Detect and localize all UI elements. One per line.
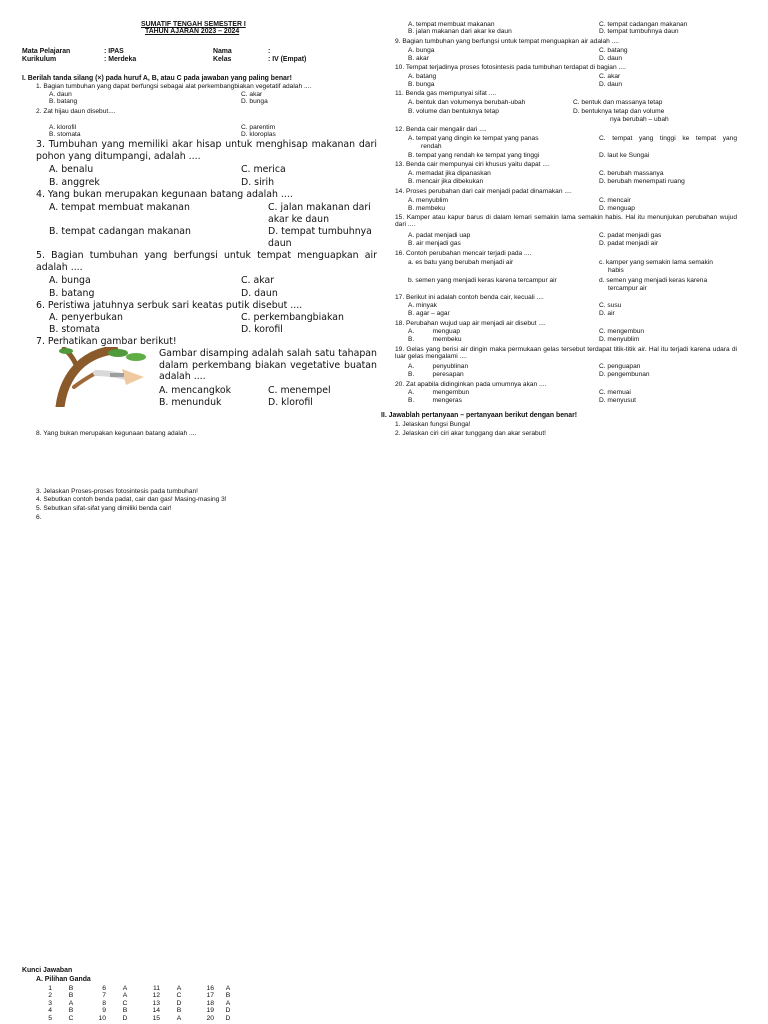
q2-text: 2. Zat hijau daun disebut.... bbox=[36, 108, 116, 115]
answer-key-number: 14 bbox=[152, 1007, 160, 1015]
q16-option-d: d. semen yang menjadi keras karena bbox=[599, 277, 708, 284]
q15-option-c: C. padat menjadi gas bbox=[599, 232, 662, 239]
answer-key-number: 1 bbox=[48, 985, 52, 992]
answer-key-number: 9 bbox=[102, 1007, 106, 1015]
essay-q4: 4. Sebutkan contoh benda padat, cair dan gas! Masing-masing 3! bbox=[36, 496, 227, 503]
q16-text: 16. Contoh perubahan mencair terjadi pada .... bbox=[395, 250, 532, 257]
answer-key-letter: A bbox=[176, 1014, 182, 1022]
q20-option-c: C. memuai bbox=[599, 389, 631, 396]
answer-key-number: 8 bbox=[102, 999, 106, 1007]
q19-option-c: C. penguapan bbox=[599, 363, 641, 370]
answer-key-letter: D bbox=[176, 999, 182, 1007]
answer-key-number: 6 bbox=[102, 985, 106, 992]
answer-key-letter: D bbox=[225, 1014, 231, 1022]
kelas-label: Kelas bbox=[213, 56, 232, 63]
q19-text: 19. Gelas yang berisi air dingin maka permukaan gelas tersebut terdapat titik-titik air. Hal itu terjadi karena udara di luar gelas mengalami .... bbox=[395, 346, 737, 361]
answer-key-number: 17 bbox=[206, 992, 214, 1000]
answer-key-number: 5 bbox=[48, 1014, 52, 1022]
q16-option-b: b. semen yang menjadi keras karena tercampur air bbox=[408, 277, 557, 284]
q16-option-a: a. es batu yang berubah menjadi air bbox=[408, 259, 514, 266]
answer-key-letter: B bbox=[68, 1007, 74, 1015]
essay-q2: 2. Jelaskan ciri ciri akar tunggang dan akar serabut! bbox=[395, 430, 547, 437]
q3-text: 3. Tumbuhan yang memiliki akar hisap untuk menghisap makanan dari pohon yang ditumpangi, adalah .... bbox=[36, 139, 377, 162]
q9-option-d: D. daun bbox=[599, 55, 623, 62]
q9-option-b: B. akar bbox=[408, 55, 429, 62]
answer-key-letter: B bbox=[68, 985, 74, 992]
q4-option-b: B. tempat cadangan makanan bbox=[49, 226, 191, 237]
answer-key-number: 3 bbox=[48, 999, 52, 1007]
answer-key-number: 10 bbox=[98, 1014, 106, 1022]
q1-option-c: C. akar bbox=[241, 91, 263, 98]
q14-option-a: A. menyublim bbox=[408, 197, 448, 204]
answer-key-number: 13 bbox=[152, 999, 160, 1007]
q8-option-c: C. tempat cadangan makanan bbox=[599, 21, 688, 28]
q4-option-a: A. tempat membuat makanan bbox=[49, 202, 190, 213]
q10-option-d: D. daun bbox=[599, 81, 623, 88]
answer-key-letter: A bbox=[122, 992, 128, 1000]
q5-option-c: C. akar bbox=[241, 275, 275, 286]
q8-option-a: A. tempat membuat makanan bbox=[408, 21, 495, 28]
q1-text: 1. Bagian tumbuhan yang dapat berfungsi sebagai alat perkembangbiakan vegetatif adalah .... bbox=[36, 83, 312, 90]
q15-text: 15. Kamper atau kapur barus di dalam lemari semakin lama semakin habis. Hal itu menunjukan perubahan wujud dari .... bbox=[395, 214, 737, 229]
q19-option-a: A. penyublinan bbox=[408, 363, 469, 370]
nama-value: : bbox=[268, 48, 271, 55]
q6-option-d: D. korofil bbox=[241, 324, 283, 335]
q16-option-c-cont: habis bbox=[608, 267, 624, 274]
answer-key-letter: A bbox=[176, 985, 182, 992]
q20-option-d: D. menyusut bbox=[599, 397, 637, 404]
answer-key-number: 12 bbox=[152, 992, 160, 1000]
q11-option-c: C. bentuk dan massanya tetap bbox=[573, 99, 663, 106]
grafting-illustration bbox=[52, 347, 148, 407]
q7-text: 7. Perhatikan gambar berikut! bbox=[36, 336, 177, 347]
q13-option-d: D. berubah menempati ruang bbox=[599, 178, 685, 185]
kurikulum-label: Kurikulum bbox=[22, 56, 57, 63]
essay-q1: 1. Jelaskan fungsi Bunga! bbox=[395, 421, 471, 428]
q3-option-b: B. anggrek bbox=[49, 177, 100, 188]
q12-text: 12. Benda cair mengalir dari .... bbox=[395, 126, 487, 133]
exam-year: TAHUN AJARAN 2023 – 2024 bbox=[145, 28, 240, 35]
q12-option-c: C. tempat yang tinggi ke tempat yang bbox=[599, 135, 737, 142]
answer-key-number: 15 bbox=[152, 1014, 160, 1022]
mapel-label: Mata Pelajaran bbox=[22, 48, 71, 55]
q18-text: 18. Perubahan wujud uap air menjadi air disebut .... bbox=[395, 320, 546, 327]
q7-option-b: B. menunduk bbox=[159, 397, 222, 408]
answer-key-row bbox=[34, 1000, 236, 1007]
essay-q6: 6. bbox=[36, 514, 42, 521]
q15-option-a: A. padat menjadi uap bbox=[408, 232, 471, 239]
q2-option-b: B. stomata bbox=[49, 131, 81, 138]
q8-option-d: D. tempat tumbuhnya daun bbox=[599, 28, 679, 35]
q10-option-c: C. akar bbox=[599, 73, 621, 80]
q16-option-c: c. kamper yang semakin lama semakin bbox=[599, 259, 713, 266]
q5-option-a: A. bunga bbox=[49, 275, 91, 286]
q3-option-d: D. sirih bbox=[241, 177, 275, 188]
q7-option-c: C. menempel bbox=[268, 385, 331, 396]
q11-option-a: A. bentuk dan volumenya berubah-ubah bbox=[408, 99, 526, 106]
answer-key-letter: A bbox=[68, 999, 74, 1007]
answer-key-letter: C bbox=[122, 999, 128, 1007]
q9-option-a: A. bunga bbox=[408, 47, 435, 54]
q13-option-a: A. memadat jika dipanaskan bbox=[408, 170, 491, 177]
kelas-value: : IV (Empat) bbox=[268, 56, 307, 63]
answer-key-letter: B bbox=[225, 992, 231, 1000]
q11-option-b: B. volume dan bentuknya tetap bbox=[408, 108, 499, 115]
q18-option-a: A. menguap bbox=[408, 328, 461, 335]
answer-key-subtitle: A. Pilihan Ganda bbox=[36, 976, 91, 983]
q1-option-b: B. batang bbox=[49, 98, 78, 105]
answer-key-letter: B bbox=[122, 1007, 128, 1015]
q2-option-c: C. parentim bbox=[241, 124, 276, 131]
answer-key-table bbox=[34, 985, 236, 1022]
q14-option-c: C. mencair bbox=[599, 197, 631, 204]
answer-key-letter: A bbox=[225, 999, 231, 1007]
q13-text: 13. Benda cair mempunyai ciri khusus yaitu dapat .... bbox=[395, 161, 550, 168]
answer-key-letter: C bbox=[176, 992, 182, 1000]
answer-key-number: 4 bbox=[48, 1007, 52, 1015]
mapel-value: : IPAS bbox=[104, 48, 124, 55]
q18-option-c: C. mengembun bbox=[599, 328, 645, 335]
q6-option-c: C. perkembangbiakan bbox=[241, 312, 344, 323]
q12-option-c-cont: rendah bbox=[421, 143, 442, 150]
answer-key-title: Kunci Jawaban bbox=[22, 967, 73, 974]
answer-key-letter: D bbox=[225, 1007, 231, 1015]
q17-option-d: D. air bbox=[599, 310, 615, 317]
nama-label: Nama bbox=[213, 48, 232, 55]
answer-key-number: 20 bbox=[206, 1014, 214, 1022]
q16-option-d-cont: tercampur air bbox=[608, 285, 647, 292]
answer-key-number: 18 bbox=[206, 999, 214, 1007]
q20-option-b: B. mengeras bbox=[408, 397, 462, 404]
answer-key-number: 16 bbox=[206, 985, 214, 992]
essay-q3: 3. Jelaskan Proses-proses fotosintesis pada tumbuhan! bbox=[36, 488, 199, 495]
answer-key-letter: B bbox=[68, 992, 74, 1000]
answer-key-row bbox=[34, 1015, 236, 1022]
q4-text: 4. Yang bukan merupakan kegunaan batang adalah .... bbox=[36, 189, 293, 200]
q5-text: 5. Bagian tumbuhan yang berfungsi untuk tempat menguapkan air adalah .... bbox=[36, 250, 377, 273]
q6-option-b: B. stomata bbox=[49, 324, 100, 335]
kurikulum-value: : Merdeka bbox=[104, 56, 137, 63]
q17-option-a: A. minyak bbox=[408, 302, 437, 309]
section2-heading: II. Jawablah pertanyaan – pertanyaan berikut dengan benar! bbox=[381, 412, 578, 419]
q11-text: 11. Benda gas mempunyai sifat .... bbox=[395, 90, 497, 97]
q7-description: Gambar disamping adalah salah satu tahapan dalam perkembang biakan vegetative buatan adalah .... bbox=[159, 348, 377, 383]
answer-key-number: 11 bbox=[152, 985, 160, 992]
q4-option-c: C. jalan makanan dari akar ke daun bbox=[268, 202, 371, 225]
answer-key-number: 2 bbox=[48, 992, 52, 1000]
q15-option-d: D. padat menjadi air bbox=[599, 240, 659, 247]
answer-key-letter: C bbox=[68, 1014, 74, 1022]
q7-option-d: D. klorofil bbox=[268, 397, 313, 408]
q7-option-a: A. mencangkok bbox=[159, 385, 232, 396]
q19-option-d: D. pengembunan bbox=[599, 371, 650, 378]
q18-option-d: D. menyublim bbox=[599, 336, 640, 343]
q11-option-d-cont: nya berubah – ubah bbox=[610, 116, 669, 123]
q6-text: 6. Peristiwa jatuhnya serbuk sari keatas putik disebut .... bbox=[36, 300, 303, 311]
section1-heading: I. Berilah tanda silang (×) pada huruf A, B, atau C pada jawaban yang paling benar! bbox=[22, 75, 292, 82]
q14-option-d: D. menguap bbox=[599, 205, 635, 212]
answer-key-number: 19 bbox=[206, 1007, 214, 1015]
q3-option-a: A. benalu bbox=[49, 164, 94, 175]
q19-option-b: B. peresapan bbox=[408, 371, 464, 378]
q20-option-a: A. mengembun bbox=[408, 389, 470, 396]
answer-key-letter: A bbox=[122, 985, 128, 992]
q3-option-c: C. merica bbox=[241, 164, 286, 175]
q14-text: 14. Proses perubahan dari cair menjadi padat dinamakan .... bbox=[395, 188, 572, 195]
essay-q5: 5. Sebutkan sifat-sifat yang dimiliki benda cair! bbox=[36, 505, 172, 512]
q10-text: 10. Tempat terjadinya proses fotosintesis pada tumbuhan terdapat di bagian .... bbox=[395, 64, 626, 71]
q10-option-a: A. batang bbox=[408, 73, 437, 80]
q18-option-b: B. membeku bbox=[408, 336, 462, 343]
q17-option-b: B. agar – agar bbox=[408, 310, 450, 317]
q5-option-d: D. daun bbox=[241, 288, 278, 299]
answer-key-number: 7 bbox=[102, 992, 106, 1000]
q17-option-c: C. susu bbox=[599, 302, 622, 309]
q4-option-d: D. tempat tumbuhnya daun bbox=[268, 226, 372, 249]
q9-text: 9. Bagian tumbuhan yang berfungsi untuk tempat menguapkan air adalah .... bbox=[395, 38, 619, 45]
q14-option-b: B. membeku bbox=[408, 205, 446, 212]
q12-option-d: D. laut ke Sungai bbox=[599, 152, 650, 159]
q9-option-c: C. batang bbox=[599, 47, 628, 54]
q10-option-b: B. bunga bbox=[408, 81, 435, 88]
answer-key-row bbox=[34, 992, 236, 999]
answer-key-row bbox=[34, 1007, 236, 1014]
q15-option-b: B. air menjadi gas bbox=[408, 240, 461, 247]
q12-option-a: A. tempat yang dingin ke tempat yang panas bbox=[408, 135, 539, 142]
q1-option-a: A. daun bbox=[49, 91, 72, 98]
q2-option-d: D. kloroplas bbox=[241, 131, 276, 138]
exam-title: SUMATIF TENGAH SEMESTER I bbox=[141, 21, 246, 28]
q2-option-a: A. klorofil bbox=[49, 124, 77, 131]
q17-text: 17. Berikut ini adalah contoh benda cair, kecuali .... bbox=[395, 294, 544, 301]
q13-option-b: B. mencair jika dibekukan bbox=[408, 178, 484, 185]
answer-key-letter: A bbox=[225, 985, 231, 992]
q13-option-c: C. berubah massanya bbox=[599, 170, 664, 177]
answer-key-letter: B bbox=[176, 1007, 182, 1015]
q12-option-b: B. tempat yang rendah ke tempat yang tinggi bbox=[408, 152, 540, 159]
q8-option-b: B. jalan makanan dari akar ke daun bbox=[408, 28, 512, 35]
q11-option-d: D. bentuknya tetap dan volume bbox=[573, 108, 665, 115]
q20-text: 20. Zat apabila didinginkan pada umumnya akan .... bbox=[395, 381, 547, 388]
q5-option-b: B. batang bbox=[49, 288, 95, 299]
answer-key-letter: D bbox=[122, 1014, 128, 1022]
answer-key-row bbox=[34, 985, 236, 992]
q1-option-d: D. bunga bbox=[241, 98, 268, 105]
q8-text: 8. Yang bukan merupakan kegunaan batang adalah .... bbox=[36, 430, 197, 437]
q6-option-a: A. penyerbukan bbox=[49, 312, 123, 323]
